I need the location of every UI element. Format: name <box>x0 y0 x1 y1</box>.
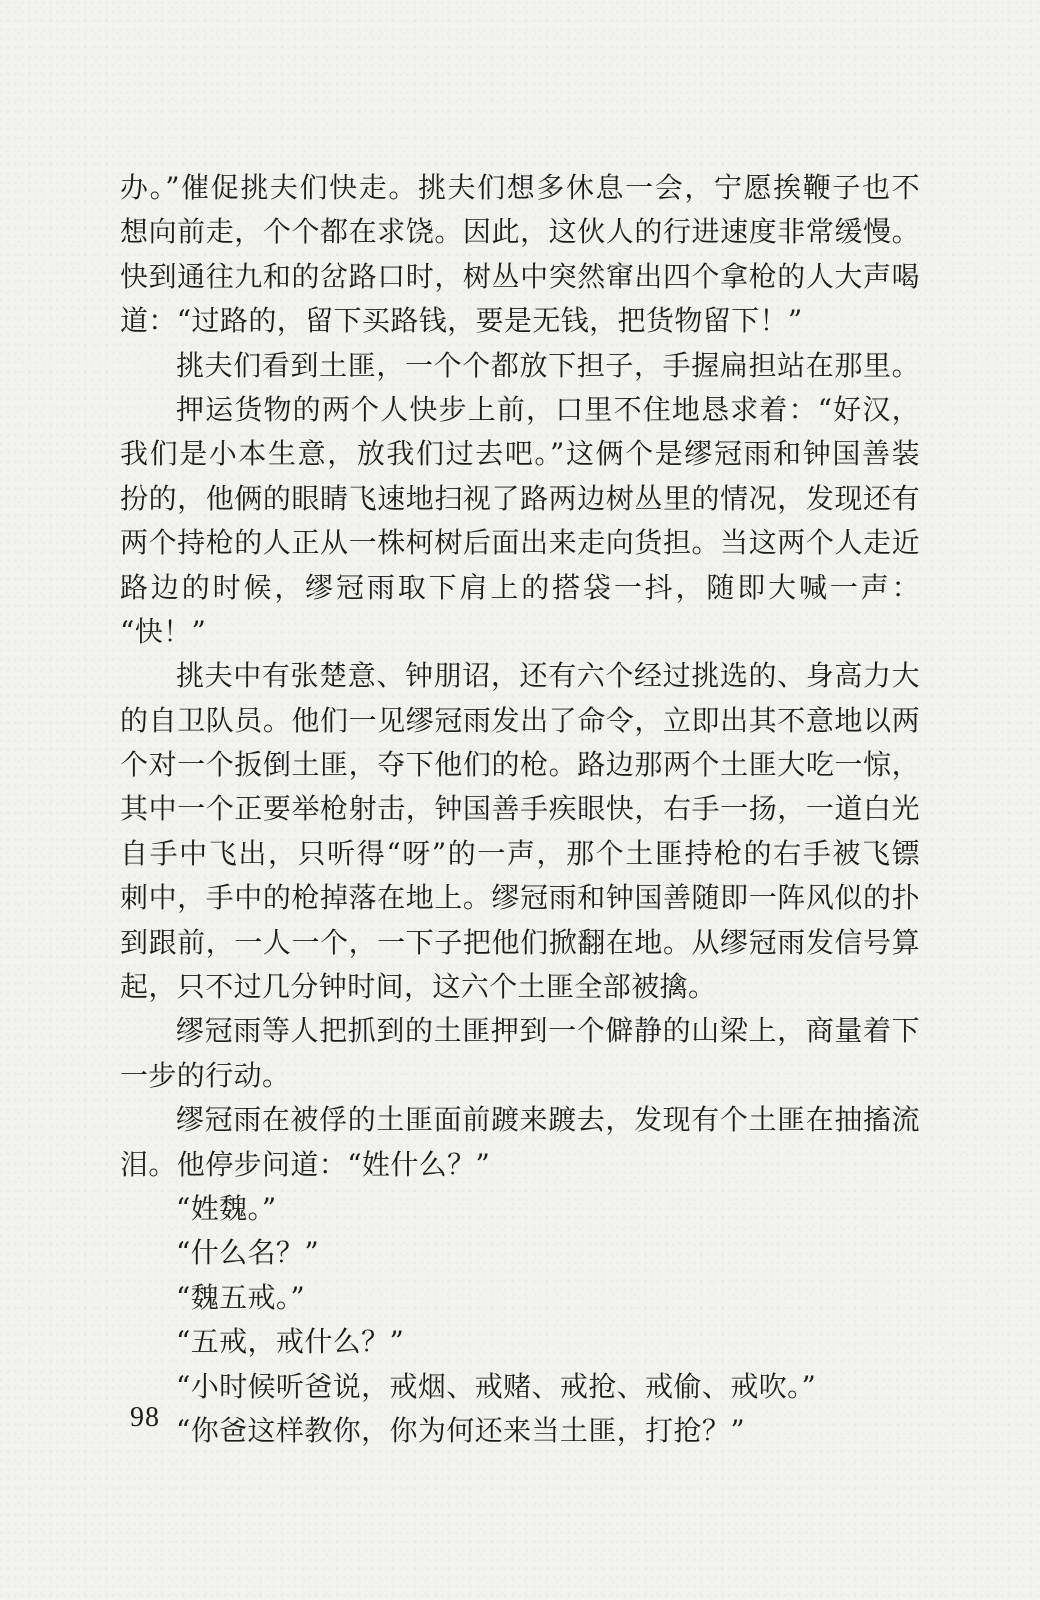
text-line: 两个持枪的人正从一株柯树后面出来走向货担。当这两个人走近 <box>120 526 920 560</box>
text-line: 道：“过路的，留下买路钱，要是无钱，把货物留下！” <box>120 304 803 338</box>
text-line: “你爸这样教你，你为何还来当土匪，打抢？” <box>176 1413 746 1447</box>
text-line: 想向前走，个个都在求饶。因此，这伙人的行进速度非常缓慢。 <box>120 215 920 249</box>
text-line: 刺中，手中的枪掉落在地上。缪冠雨和钟国善随即一阵风似的扑 <box>120 881 920 915</box>
text-line: 到跟前，一人一个，一下子把他们掀翻在地。从缪冠雨发信号算 <box>120 925 920 959</box>
text-line: 路边的时候，缪冠雨取下肩上的搭袋一抖，随即大喊一声： <box>120 570 920 604</box>
text-line: “姓魏。” <box>176 1191 277 1225</box>
text-line: 我们是小本生意，放我们过去吧。”这俩个是缪冠雨和钟国善装 <box>120 437 920 471</box>
text-line: 其中一个正要举枪射击，钟国善手疾眼快，右手一扬，一道白光 <box>120 792 920 826</box>
text-line: “魏五戒。” <box>176 1280 306 1314</box>
text-line: “小时候听爸说，戒烟、戒赌、戒抢、戒偷、戒吹。” <box>176 1369 817 1403</box>
text-line: 办。”催促挑夫们快走。挑夫们想多休息一会，宁愿挨鞭子也不 <box>120 171 920 204</box>
text-line: 自手中飞出，只听得“呀”的一声，那个土匪持枪的右手被飞镖 <box>120 836 920 870</box>
body-text <box>120 166 920 1453</box>
text-line: 起，只不过几分钟时间，这六个土匪全部被擒。 <box>120 970 717 1004</box>
text-line: “五戒，戒什么？” <box>176 1325 405 1359</box>
text-line: 个对一个扳倒土匪，夺下他们的枪。路边那两个土匪大吃一惊， <box>120 748 920 782</box>
text-line: “什么名？” <box>176 1236 320 1270</box>
text-line: 押运货物的两个人快步上前，口里不住地恳求着：“好汉， <box>176 392 920 426</box>
text-line: 的自卫队员。他们一见缪冠雨发出了命令，立即出其不意地以两 <box>120 703 920 737</box>
text-line: 挑夫中有张楚意、钟朋诏，还有六个经过挑选的、身高力大 <box>176 659 920 693</box>
text-line: 挑夫们看到土匪，一个个都放下担子，手握扁担站在那里。 <box>176 348 920 382</box>
text-line: 一步的行动。 <box>120 1058 291 1092</box>
text-line: 缪冠雨在被俘的土匪面前踱来踱去，发现有个土匪在抽搐流 <box>176 1103 920 1137</box>
text-line: “快！” <box>120 614 207 648</box>
text-line: 扮的，他俩的眼睛飞速地扫视了路两边树丛里的情况，发现还有 <box>120 481 920 515</box>
text-line: 泪。他停步问道：“姓什么？” <box>120 1147 491 1181</box>
text-line: 缪冠雨等人把抓到的土匪押到一个僻静的山梁上，商量着下 <box>176 1014 920 1048</box>
text-line: 快到通往九和的岔路口时，树丛中突然窜出四个拿枪的人大声喝 <box>120 259 920 293</box>
page-number: 98 <box>130 1402 160 1433</box>
